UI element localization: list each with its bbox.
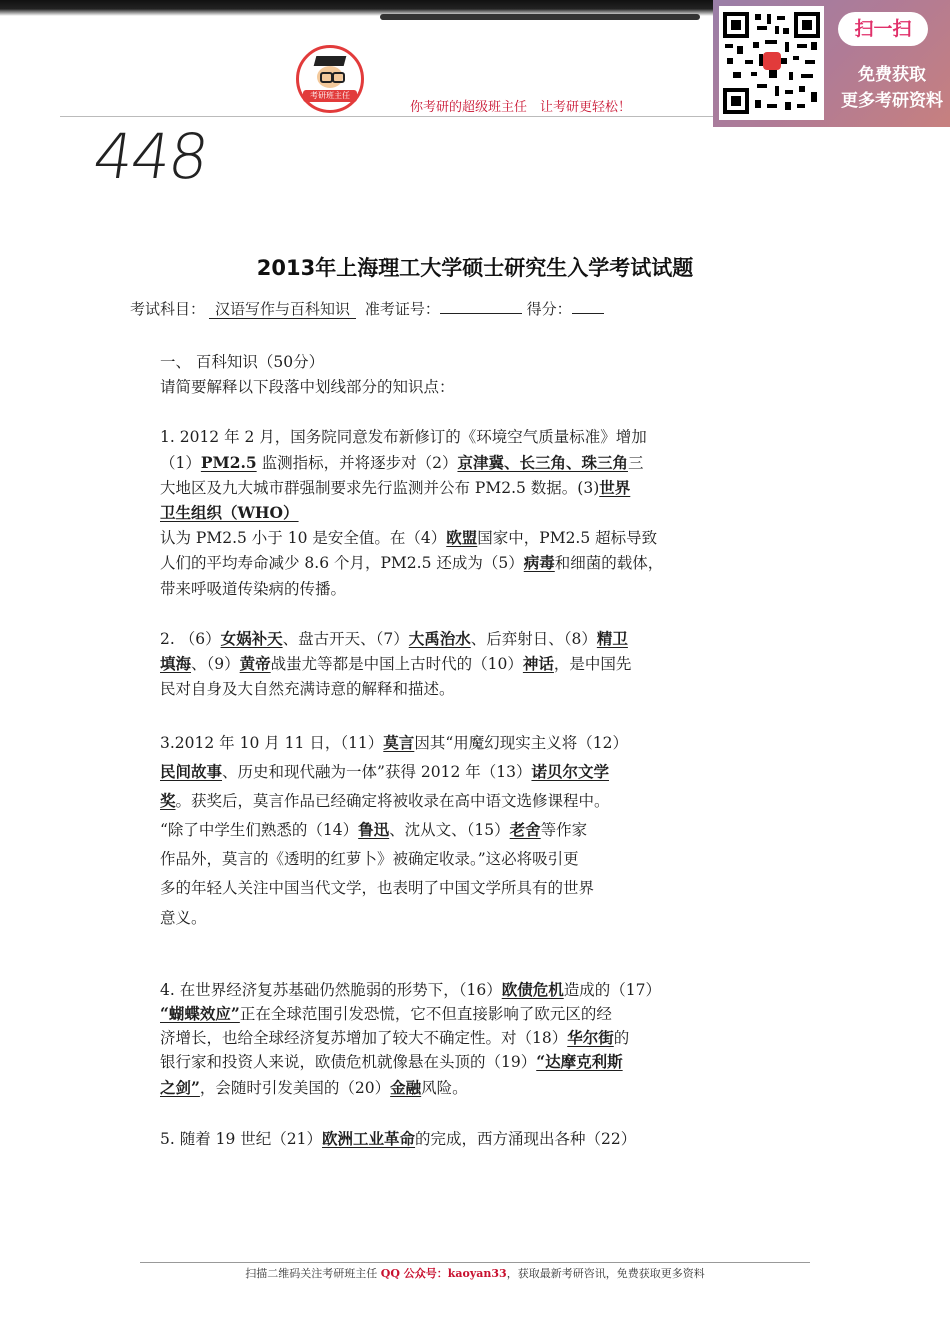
qr-code[interactable] (719, 6, 824, 120)
section-heading: 一、 百科知识（50分） (160, 353, 325, 371)
question-4-line: 之剑”，会随时引发美国的（20）金融风险。 (160, 1078, 468, 1097)
question-3-line: “除了中学生们熟悉的（14）鲁迅、沈从文、（15）老舍等作家 (160, 820, 588, 839)
subject-label: 考试科目： (130, 300, 206, 318)
question-5-line: 5. 随着 19 世纪（21）欧洲工业革命的完成，西方涌现出各种（22） (160, 1129, 637, 1148)
promo-line: 免费获取 (858, 65, 926, 85)
logo-text: 考研班主任 (303, 90, 357, 102)
question-4-line: 4. 在世界经济复苏基础仍然脆弱的形势下，（16）欧债危机造成的（17） (160, 980, 661, 999)
graduation-cap-icon (314, 56, 347, 66)
exam-title: 2013年上海理工大学硕士研究生入学考试试题 (256, 256, 694, 280)
qr-code-icon (723, 12, 820, 114)
glasses-icon (332, 72, 345, 83)
question-2-line: 2. （6）女娲补天、盘古开天、（7）大禹治水、后弈射日、（8）精卫 (160, 629, 628, 648)
score-blank (572, 299, 604, 314)
ticket-blank (440, 299, 522, 314)
question-3-line: 意义。 (160, 909, 207, 927)
question-1-line: 人们的平均寿命减少 8.6 个月，PM2.5 还成为（5）病毒和细菌的载体， (160, 553, 664, 572)
question-1-line: 卫生组织（WHO） (160, 503, 299, 522)
question-4-line: “蝴蝶效应”正在全球范围引发恐慌，它不但直接影响了欧元区的经 (160, 1004, 612, 1023)
question-3-line: 作品外，莫言的《透明的红萝卜》被确定收录。”这必将吸引更 (160, 850, 579, 868)
question-1-line: 带来呼吸道传染病的传播。 (160, 580, 347, 598)
question-2-line: 民对自身及大自然充满诗意的解释和描述。 (160, 680, 455, 698)
ticket-label: 准考证号： (364, 300, 440, 318)
exam-subject: 汉语写作与百科知识 (209, 300, 356, 319)
question-1-line: 认为 PM2.5 小于 10 是安全值。在（4）欧盟国家中，PM2.5 超标导致 (160, 528, 658, 547)
question-1-line: 1. 2012 年 2 月，国务院同意发布新修订的《环境空气质量标准》增加 (160, 428, 647, 446)
question-3-line: 3.2012 年 10 月 11 日，（11）莫言因其“用魔幻现实主义将（12） (160, 733, 628, 752)
question-4-line: 银行家和投资人来说，欧债危机就像悬在头顶的（19）“达摩克利斯 (160, 1052, 623, 1071)
score-label: 得分： (526, 300, 572, 318)
header-divider (60, 116, 715, 117)
question-1-line: 大地区及九大城市群强制要求先行监测并公布 PM2.5 数据。(3)世界 (160, 478, 631, 497)
handwritten-number: 448 (88, 120, 212, 193)
promo-line: 更多考研资料 (841, 91, 943, 111)
question-2-line: 填海、（9）黄帝战蚩尤等都是中国上古时代的（10）神话，是中国先 (160, 654, 632, 673)
question-3-line: 多的年轻人关注中国当代文学，也表明了中国文学所具有的世界 (160, 879, 595, 897)
question-3-line: 民间故事、历史和现代融为一体”获得 2012 年（13）诺贝尔文学 (160, 762, 609, 781)
exam-info-line (130, 298, 604, 319)
header-slogan: 你考研的超级班主任 让考研更轻松！ (410, 100, 632, 115)
question-4-line: 济增长，也给全球经济复苏增加了较大不确定性。对（18）华尔街的 (160, 1028, 630, 1047)
scan-top-edge (380, 14, 700, 20)
scan-badge: 扫一扫 (838, 12, 928, 46)
section-instruction: 请简要解释以下段落中划线部分的知识点： (160, 378, 455, 396)
footer-divider (140, 1262, 810, 1263)
footer-note: 扫描二维码关注考研班主任 QQ 公众号：kaoyan33，获取最新考研咨讯，免费获取更多资料 (245, 1267, 705, 1280)
logo (296, 45, 364, 113)
question-3-line: 奖。获奖后，莫言作品已经确定将被收录在高中语文选修课程中。 (160, 791, 610, 810)
question-1-line: （1）PM2.5 监测指标，并将逐步对（2）京津冀、长三角、珠三角三 (160, 453, 644, 472)
